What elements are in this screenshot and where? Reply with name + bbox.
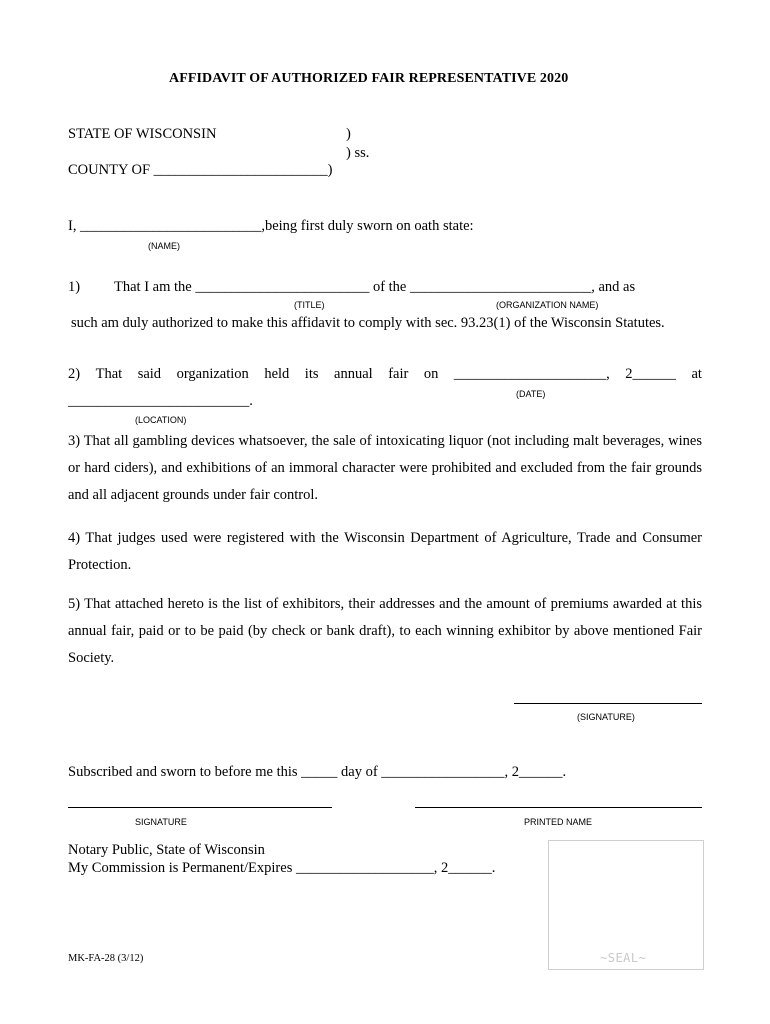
date-caption: (DATE) xyxy=(516,389,546,399)
seal-label: ~SEAL~ xyxy=(600,951,647,965)
year-field[interactable]: 2______ xyxy=(625,366,676,382)
name-caption: (NAME) xyxy=(148,241,180,251)
location-field[interactable]: _________________________. xyxy=(68,393,253,409)
item2-word: its xyxy=(304,366,319,382)
item2-word: fair xyxy=(388,366,409,382)
oath-line[interactable]: I, _________________________,being first duly sworn on oath state: xyxy=(68,218,474,234)
notary-public-label: Notary Public, State of Wisconsin xyxy=(68,842,265,858)
venue-ss: ) ss. xyxy=(346,145,370,161)
item1-line[interactable]: That I am the ________________________ of the _________________________, and as xyxy=(114,279,636,295)
item2-line[interactable] xyxy=(68,366,702,383)
item2-word: That xyxy=(95,366,123,382)
item3-paragraph: 3) That all gambling devices whatsoever, the sale of intoxicating liquor (not including malt beverages, wines or hard ciders), and exhibitions of an immoral character were prohibited and excluded from the fair grounds and all adjacent grounds under fair control. xyxy=(68,433,702,503)
form-number: MK-FA-28 (3/12) xyxy=(68,953,144,964)
item2-word: organization xyxy=(176,366,249,382)
item2-word: said xyxy=(137,366,162,382)
item2-word: annual xyxy=(334,366,373,382)
printed-name-caption: PRINTED NAME xyxy=(524,817,593,827)
item1-number: 1) xyxy=(68,279,81,295)
organization-caption: (ORGANIZATION NAME) xyxy=(496,300,599,310)
item2-word: held xyxy=(264,366,290,382)
county-field[interactable]: COUNTY OF ________________________) xyxy=(68,162,333,178)
state-label: STATE OF WISCONSIN xyxy=(68,126,217,142)
commission-line[interactable]: My Commission is Permanent/Expires ___________________, 2______. xyxy=(68,860,496,876)
item2-word: 2) xyxy=(68,366,81,382)
item2-word: on xyxy=(423,366,439,382)
signature-caption: (SIGNATURE) xyxy=(577,712,635,722)
affiant-signature-line[interactable] xyxy=(514,703,702,704)
document-title: AFFIDAVIT OF AUTHORIZED FAIR REPRESENTATIVE 2020 xyxy=(169,71,569,86)
notary-signature-line[interactable] xyxy=(68,807,332,808)
location-caption: (LOCATION) xyxy=(135,415,187,425)
venue-paren: ) xyxy=(346,126,351,142)
item2-word: at xyxy=(691,366,702,382)
notary-signature-caption: SIGNATURE xyxy=(135,817,187,827)
item1-continuation: such am duly authorized to make this affidavit to comply with sec. 93.23(1) of the Wisconsin Statutes. xyxy=(71,315,665,331)
title-caption: (TITLE) xyxy=(294,300,325,310)
subscribed-line[interactable]: Subscribed and sworn to before me this _____ day of _________________, 2______. xyxy=(68,764,567,780)
printed-name-line[interactable] xyxy=(415,807,702,808)
item4-paragraph: 4) That judges used were registered with the Wisconsin Department of Agriculture, Trade and Consumer Protection. xyxy=(68,530,702,573)
date-field[interactable]: _____________________, xyxy=(453,366,610,382)
item5-paragraph: 5) That attached hereto is the list of exhibitors, their addresses and the amount of premiums awarded at this annual fair, paid or to be paid (by check or bank draft), to each winning exhibitor by above mentioned Fair Society. xyxy=(68,596,702,666)
